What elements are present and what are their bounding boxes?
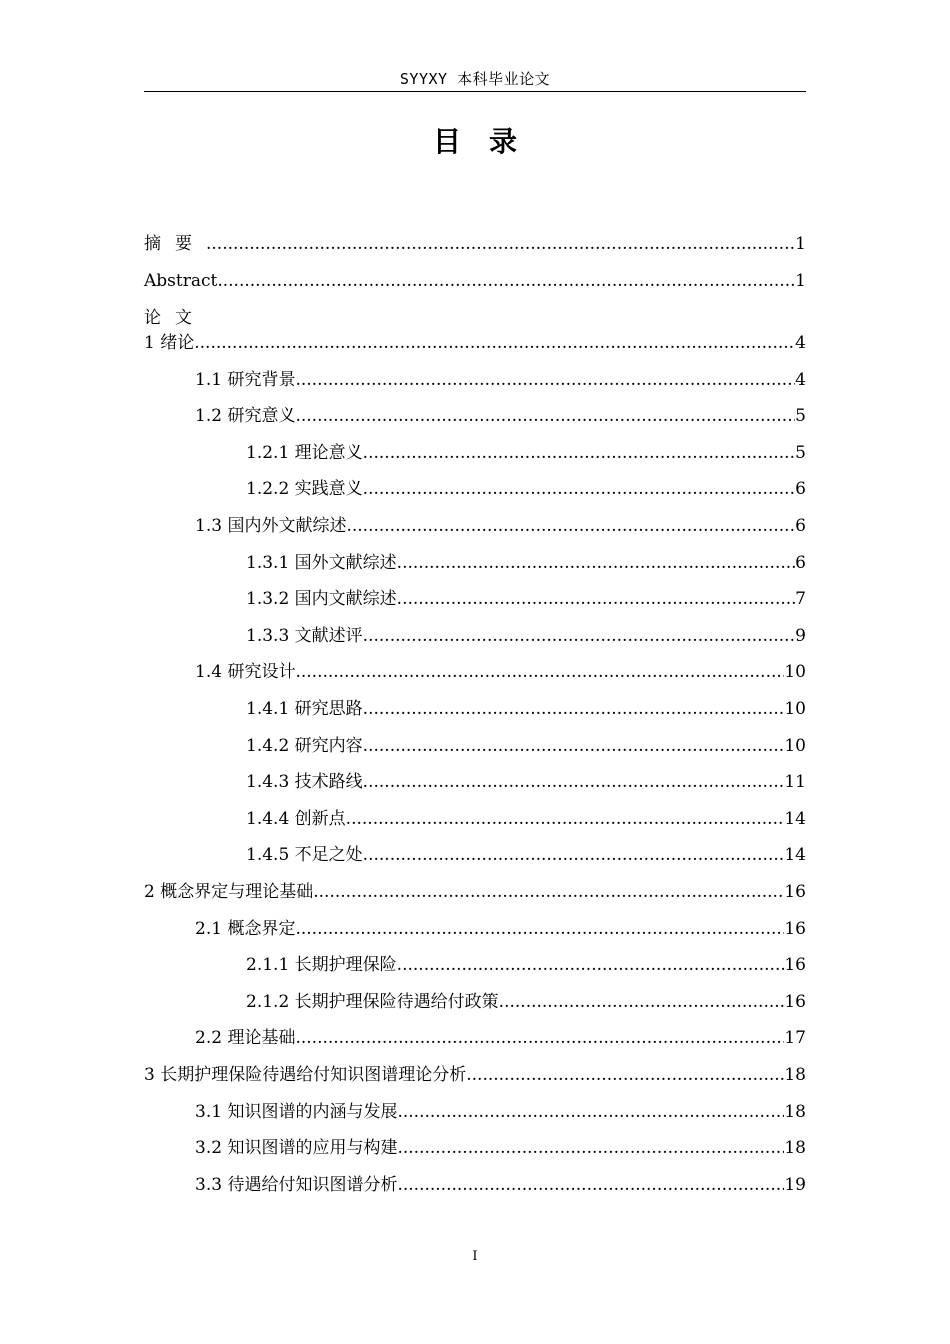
toc-entry-page: 10: [784, 736, 806, 756]
toc-dot-leader: [397, 953, 785, 977]
toc-dot-leader: [217, 269, 795, 293]
toc-entry-text: 1.3.3 文献述评: [246, 626, 363, 646]
toc-entry-page: 11: [784, 772, 806, 792]
toc-entry-text: 3 长期护理保险待遇给付知识图谱理论分析: [144, 1065, 467, 1085]
toc-dot-leader: [363, 770, 785, 794]
toc-entry-page: 5: [795, 406, 806, 426]
toc-entry-text: 1.4 研究设计: [195, 662, 296, 682]
toc-dot-leader: [295, 660, 784, 684]
toc-entry-page: 18: [784, 1065, 806, 1085]
toc-dot-leader: [346, 514, 795, 538]
page-number: I: [472, 1249, 478, 1264]
toc-entry-page: 14: [784, 845, 806, 865]
toc-entry-text: 1 绪论: [144, 333, 195, 353]
toc-entry-text: 1.2.2 实践意义: [246, 479, 363, 499]
toc-entry-text: 1.4.4 创新点: [246, 809, 346, 829]
toc-dot-leader: [295, 404, 795, 428]
toc-entry-text: 1.4.3 技术路线: [246, 772, 363, 792]
toc-entry-text: 1.2 研究意义: [195, 406, 296, 426]
toc-entry[interactable]: [144, 587, 806, 611]
toc-entry[interactable]: [144, 880, 806, 904]
toc-entry-text: 1.4.2 研究内容: [246, 736, 363, 756]
toc-entry-abstract-en[interactable]: [144, 269, 806, 293]
toc-entry-text: 1.2.1 理论意义: [246, 443, 363, 463]
toc-dot-leader: [499, 990, 785, 1014]
toc-entry-page: 19: [784, 1175, 806, 1195]
toc-section-label: 论文: [144, 308, 206, 328]
toc-entry-page: 17: [784, 1028, 806, 1048]
toc-entry-page: 16: [784, 882, 806, 902]
toc-entry[interactable]: [144, 953, 806, 977]
toc-entry[interactable]: [144, 1026, 806, 1050]
toc-entry-page: 16: [784, 992, 806, 1012]
toc-entry[interactable]: [144, 697, 806, 721]
toc-entry[interactable]: [144, 917, 806, 941]
toc-entry-page: 6: [795, 553, 806, 573]
toc-entry[interactable]: [144, 990, 806, 1014]
toc-entry-text: 1.3 国内外文献综述: [195, 516, 347, 536]
toc-entry-text: 3.2 知识图谱的应用与构建: [195, 1138, 398, 1158]
toc-entry-page: 4: [795, 333, 806, 353]
toc-dot-leader: [363, 477, 796, 501]
toc-entry[interactable]: [144, 441, 806, 465]
toc-entry-page: 18: [784, 1102, 806, 1122]
toc-entry[interactable]: [144, 368, 806, 392]
toc-entry-page: 5: [795, 443, 806, 463]
toc-entry-text: 2.1.2 长期护理保险待遇给付政策: [246, 992, 499, 1012]
toc-entry-page: 16: [784, 955, 806, 975]
toc-title: 目录: [432, 125, 545, 158]
toc-entry-text: 2.1.1 长期护理保险: [246, 955, 397, 975]
page-header: SYYXY 本科毕业论文: [399, 70, 551, 88]
toc-entry[interactable]: [144, 514, 806, 538]
toc-entry-page: 6: [795, 479, 806, 499]
toc-entry[interactable]: [144, 770, 806, 794]
toc-entry-abstract-cn[interactable]: [144, 232, 806, 256]
toc-entry-page: 9: [795, 626, 806, 646]
toc-entry-text: Abstract: [144, 271, 218, 291]
toc-entry-page: 4: [795, 370, 806, 390]
toc-entry-text: 摘要: [144, 234, 206, 254]
toc-entry[interactable]: [144, 404, 806, 428]
toc-entry-text: 1.3.1 国外文献综述: [246, 553, 397, 573]
toc-dot-leader: [295, 917, 784, 941]
toc-entry[interactable]: [144, 1136, 806, 1160]
toc-dot-leader: [363, 843, 785, 867]
toc-dot-leader: [295, 1026, 784, 1050]
toc-entry[interactable]: [144, 551, 806, 575]
toc-entry[interactable]: [144, 807, 806, 831]
toc-entry-page: 6: [795, 516, 806, 536]
toc-dot-leader: [397, 1136, 784, 1160]
toc-entry[interactable]: [144, 734, 806, 758]
toc-entry[interactable]: [144, 477, 806, 501]
toc-entry-text: 1.4.5 不足之处: [246, 845, 363, 865]
toc-dot-leader: [397, 1173, 784, 1197]
toc-entry-text: 2 概念界定与理论基础: [144, 882, 314, 902]
header-rule: [144, 91, 806, 92]
toc-entry-text: 1.4.1 研究思路: [246, 699, 363, 719]
toc-entry[interactable]: [144, 660, 806, 684]
toc-dot-leader: [206, 232, 795, 256]
toc-dot-leader: [363, 624, 796, 648]
toc-entry[interactable]: [144, 1063, 806, 1087]
toc-dot-leader: [397, 1100, 784, 1124]
toc-dot-leader: [363, 441, 796, 465]
toc-dot-leader: [397, 587, 796, 611]
toc-entry-text: 1.1 研究背景: [195, 370, 296, 390]
toc-entry[interactable]: [144, 331, 806, 355]
toc-entry[interactable]: [144, 624, 806, 648]
toc-entry-text: 3.3 待遇给付知识图谱分析: [195, 1175, 398, 1195]
toc-dot-leader: [363, 734, 785, 758]
toc-dot-leader: [295, 368, 795, 392]
toc-dot-leader: [194, 331, 795, 355]
toc-entry-page: 10: [784, 662, 806, 682]
toc-entry-page: 1: [795, 234, 806, 254]
toc-dot-leader: [346, 807, 785, 831]
toc-entry-page: 7: [795, 589, 806, 609]
toc-dot-leader: [363, 697, 785, 721]
toc-dot-leader: [466, 1063, 784, 1087]
toc-entry[interactable]: [144, 1173, 806, 1197]
toc-entry-page: 10: [784, 699, 806, 719]
toc-entry[interactable]: [144, 843, 806, 867]
toc-dot-leader: [397, 551, 796, 575]
toc-entry-text: 1.3.2 国内文献综述: [246, 589, 397, 609]
toc-entry-page: 18: [784, 1138, 806, 1158]
toc-entry-page: 14: [784, 809, 806, 829]
toc-entry-text: 2.2 理论基础: [195, 1028, 296, 1048]
toc-entry-page: 16: [784, 919, 806, 939]
toc-entry[interactable]: [144, 1100, 806, 1124]
toc-entry-text: 3.1 知识图谱的内涵与发展: [195, 1102, 398, 1122]
toc-entry-text: 2.1 概念界定: [195, 919, 296, 939]
toc-entry-page: 1: [795, 271, 806, 291]
toc-dot-leader: [313, 880, 784, 904]
